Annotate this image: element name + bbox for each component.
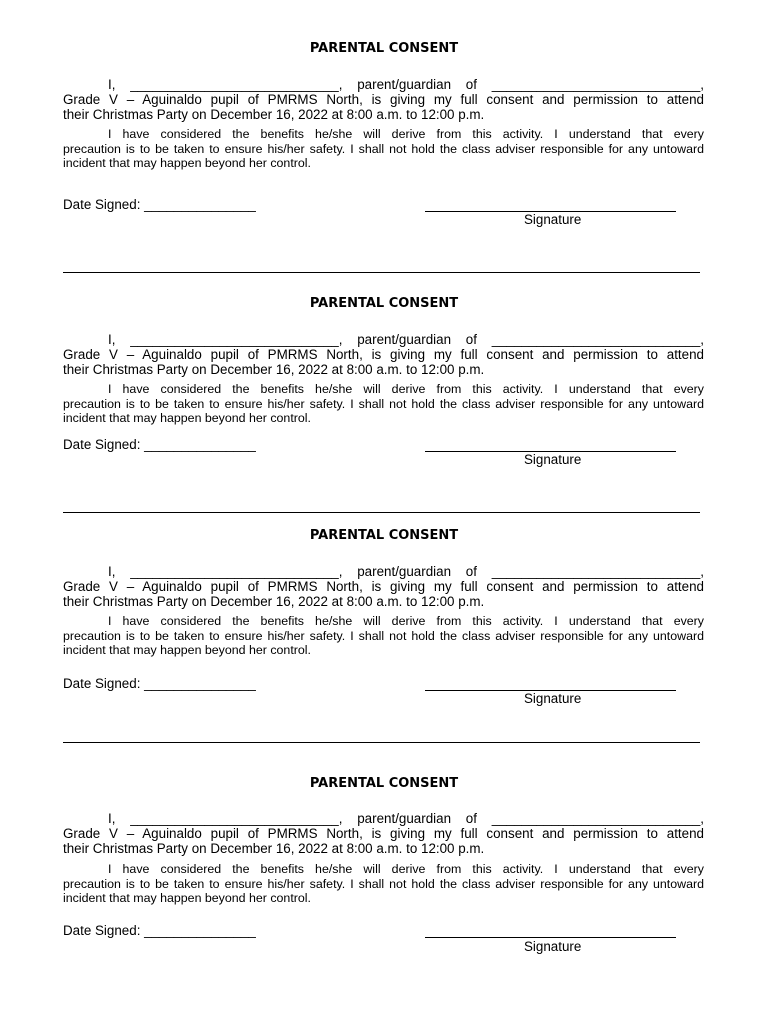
safety-line-1: I have considered the benefits he/she will derive from this activity. I understand that every — [108, 382, 704, 396]
form-title: PARENTAL CONSENT — [309, 41, 459, 56]
consent-line-names: I, ____________________________, parent/guardian of ____________________________, — [108, 77, 704, 92]
safety-line-rest: precaution is to be taken to ensure his/her safety. I shall not hold the class adviser responsible for any untoward incident that may happen beyond her control. — [63, 141, 704, 170]
consent-line-grade: Grade V – Aguinaldo pupil of PMRMS North, is giving my full consent and permission to attend — [63, 92, 704, 107]
date-signed-field: Date Signed: _______________ — [63, 676, 256, 691]
consent-paragraph — [63, 77, 704, 122]
signature-label: Signature — [524, 939, 582, 954]
safety-line-1: I have considered the benefits he/she will derive from this activity. I understand that every — [108, 614, 704, 628]
consent-line-names: I, ____________________________, parent/guardian of ____________________________, — [108, 811, 704, 826]
safety-line-rest: precaution is to be taken to ensure his/her safety. I shall not hold the class adviser responsible for any untoward incident that may happen beyond her control. — [63, 876, 704, 905]
safety-paragraph — [63, 614, 704, 658]
consent-line-event: their Christmas Party on December 16, 2022 at 8:00 a.m. to 12:00 p.m. — [63, 841, 485, 856]
safety-line-1: I have considered the benefits he/she will derive from this activity. I understand that every — [108, 127, 704, 141]
signature-line — [425, 937, 676, 938]
consent-line-names: I, ____________________________, parent/guardian of ____________________________, — [108, 564, 704, 579]
consent-line-grade: Grade V – Aguinaldo pupil of PMRMS North, is giving my full consent and permission to attend — [63, 579, 704, 594]
safety-line-1: I have considered the benefits he/she will derive from this activity. I understand that every — [108, 862, 704, 876]
safety-line-rest: precaution is to be taken to ensure his/her safety. I shall not hold the class adviser responsible for any untoward incident that may happen beyond her control. — [63, 396, 704, 425]
consent-paragraph — [63, 332, 704, 377]
form-title: PARENTAL CONSENT — [309, 776, 459, 791]
consent-line-grade: Grade V – Aguinaldo pupil of PMRMS North, is giving my full consent and permission to attend — [63, 826, 704, 841]
cut-line — [63, 742, 700, 743]
consent-line-event: their Christmas Party on December 16, 2022 at 8:00 a.m. to 12:00 p.m. — [63, 594, 485, 609]
safety-paragraph — [63, 127, 704, 171]
cut-line — [63, 512, 700, 513]
form-title: PARENTAL CONSENT — [309, 528, 459, 543]
cut-line — [63, 272, 700, 273]
consent-paragraph — [63, 811, 704, 856]
consent-line-names: I, ____________________________, parent/guardian of ____________________________, — [108, 332, 704, 347]
date-signed-field: Date Signed: _______________ — [63, 923, 256, 938]
consent-line-event: their Christmas Party on December 16, 2022 at 8:00 a.m. to 12:00 p.m. — [63, 362, 485, 377]
safety-paragraph — [63, 862, 704, 906]
safety-paragraph — [63, 382, 704, 426]
safety-line-rest: precaution is to be taken to ensure his/her safety. I shall not hold the class adviser responsible for any untoward incident that may happen beyond her control. — [63, 628, 704, 657]
consent-line-event: their Christmas Party on December 16, 2022 at 8:00 a.m. to 12:00 p.m. — [63, 107, 485, 122]
consent-line-grade: Grade V – Aguinaldo pupil of PMRMS North, is giving my full consent and permission to attend — [63, 347, 704, 362]
signature-label: Signature — [524, 212, 582, 227]
date-signed-field: Date Signed: _______________ — [63, 197, 256, 212]
consent-paragraph — [63, 564, 704, 609]
date-signed-field: Date Signed: _______________ — [63, 437, 256, 452]
signature-label: Signature — [524, 452, 582, 467]
signature-label: Signature — [524, 691, 582, 706]
form-title: PARENTAL CONSENT — [309, 296, 459, 311]
